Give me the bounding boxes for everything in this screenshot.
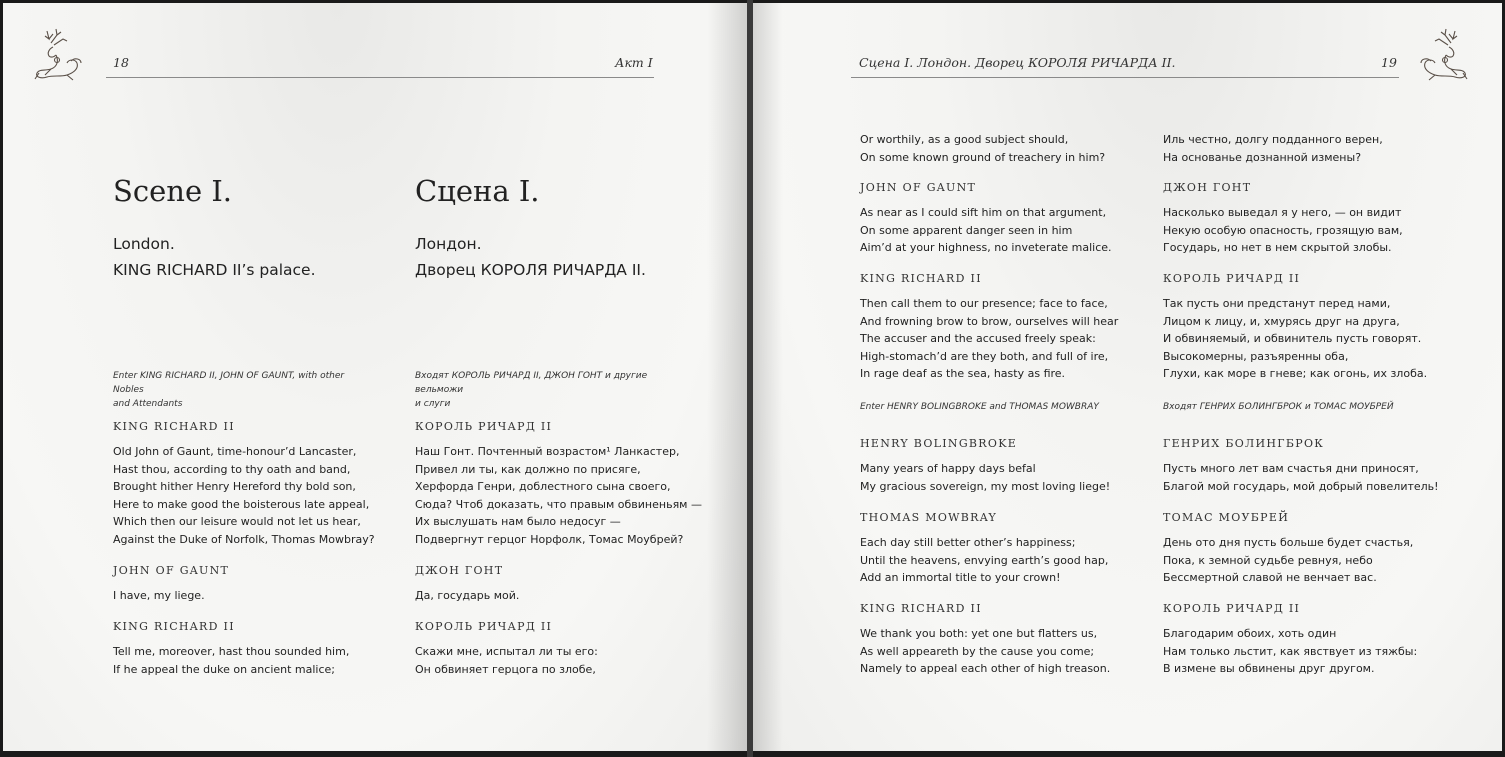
running-head: Акт I xyxy=(615,55,653,70)
verse-line: Так пусть они предстанут перед нами, xyxy=(1163,297,1391,310)
verse-line: В измене вы обвинены друг другом. xyxy=(1163,662,1375,676)
verse-line: На основанье дознанной измены? xyxy=(1163,150,1362,164)
verse-line: On some apparent danger seen in him xyxy=(860,223,1073,237)
speaker-name: ДЖОН ГОНТ xyxy=(1163,181,1252,194)
verse-line: Государь, но нет в нем скрытой злобы. xyxy=(1163,241,1392,255)
speech-continuation-translation xyxy=(1163,131,1383,166)
verse-line: Подвергнут герцог Норфолк, Томас Моубрей? xyxy=(415,532,684,546)
verse-line: Да, государь мой. xyxy=(415,589,520,602)
location-line: London. xyxy=(113,235,175,253)
verse-line: And frowning brow to brow, ourselves will hear xyxy=(860,314,1119,328)
verse-line: Against the Duke of Norfolk, Thomas Mowbray? xyxy=(113,532,375,546)
speech-translation xyxy=(1163,180,1403,257)
location-line: Дворец КОРОЛЯ РИЧАРДА II. xyxy=(415,261,646,279)
page-number: 18 xyxy=(113,55,129,70)
verse-line: Наш Гонт. Почтенный возрастом¹ Ланкастер, xyxy=(415,445,680,458)
verse-line: Глухи, как море в гневе; как огонь, их злоба. xyxy=(1163,367,1428,381)
speaker-name: KING RICHARD II xyxy=(860,602,982,615)
speech-translation xyxy=(1163,436,1439,495)
speech xyxy=(860,180,1112,257)
speech xyxy=(113,563,229,605)
scene-title-translation: Сцена I. xyxy=(415,174,540,208)
speech-translation xyxy=(415,563,519,605)
speaker-name: KING RICHARD II xyxy=(860,272,982,285)
scene-location-translation xyxy=(415,231,646,283)
speaker-name: ДЖОН ГОНТ xyxy=(415,564,504,577)
verse-line: Hast thou, according to thy oath and band, xyxy=(113,462,351,476)
verse-line: Here to make good the boisterous late appeal, xyxy=(113,497,370,511)
verse-line: As near as I could sift him on that argument, xyxy=(860,206,1107,219)
verse-line: Brought hither Henry Hereford thy bold son, xyxy=(113,480,356,494)
speech xyxy=(113,619,349,678)
speaker-name: ГЕНРИХ БОЛИНГБРОК xyxy=(1163,437,1325,450)
verse-line: The accuser and the accused freely speak: xyxy=(860,332,1096,346)
verse-line: High-stomach’d are they both, and full of ire, xyxy=(860,349,1109,363)
verse-line: Пусть много лет вам счастья дни приносят, xyxy=(1163,462,1419,475)
right-page xyxy=(753,3,1502,751)
stage-direction-translation xyxy=(415,369,675,411)
stage-line: and Attendants xyxy=(113,399,183,409)
verse-line: Сюда? Чтоб доказать, что правым обвиненьям — xyxy=(415,497,702,511)
verse-line: On some known ground of treachery in him? xyxy=(860,150,1106,164)
stage-line: Входят КОРОЛЬ РИЧАРД II, ДЖОН ГОНТ и другие вельможи xyxy=(415,371,648,395)
speaker-name: КОРОЛЬ РИЧАРД II xyxy=(1163,602,1301,615)
speech xyxy=(860,436,1110,495)
location-line: KING RICHARD II’s palace. xyxy=(113,261,316,279)
verse-line: Namely to appeal each other of high treason. xyxy=(860,662,1111,676)
verse-line: Их выслушать нам было недосуг — xyxy=(415,515,621,529)
verse-line: День ото дня пусть больше будет счастья, xyxy=(1163,536,1414,549)
verse-line: И обвиняемый, и обвинитель пусть говорят. xyxy=(1163,332,1422,346)
verse-line: Пока, к земной судьбе ревнуя, небо xyxy=(1163,553,1373,567)
verse-line: Благой мой государь, мой добрый повелитель! xyxy=(1163,479,1439,493)
verse-line: Иль честно, долгу подданного верен, xyxy=(1163,133,1383,146)
speech-translation xyxy=(1163,271,1427,383)
verse-line: Херфорда Генри, доблестного сына своего, xyxy=(415,480,671,494)
scene-title: Scene I. xyxy=(113,174,233,208)
speech xyxy=(860,271,1118,383)
verse-line: Old John of Gaunt, time-honour’d Lancaster, xyxy=(113,445,357,458)
verse-line: Скажи мне, испытал ли ты его: xyxy=(415,645,598,658)
left-page xyxy=(3,3,747,751)
verse-line: Лицом к лицу, и, хмурясь друг на друга, xyxy=(1163,314,1400,328)
verse-line: Aim’d at your highness, no inveterate malice. xyxy=(860,241,1112,255)
speech-continuation xyxy=(860,131,1105,166)
verse-line: Нам только льстит, как явствует из тяжбы: xyxy=(1163,644,1418,658)
speaker-name: JOHN OF GAUNT xyxy=(860,181,977,194)
verse-line: We thank you both: yet one but flatters us, xyxy=(860,627,1098,640)
verse-line: My gracious sovereign, my most loving liege! xyxy=(860,479,1111,493)
verse-line: Насколько выведал я у него, — он видит xyxy=(1163,206,1402,219)
speech-translation xyxy=(1163,510,1413,587)
verse-line: Then call them to our presence; face to face, xyxy=(860,297,1108,310)
speaker-name: KING RICHARD II xyxy=(113,620,235,633)
speech-translation xyxy=(1163,601,1417,678)
verse-line: Он обвиняет герцога по злобе, xyxy=(415,662,596,676)
header-rule xyxy=(106,77,654,78)
verse-line: I have, my liege. xyxy=(113,589,205,602)
speaker-name: КОРОЛЬ РИЧАРД II xyxy=(415,620,553,633)
scene-location xyxy=(113,231,316,283)
verse-line: Благодарим обоих, хоть один xyxy=(1163,627,1337,640)
running-head: Сцена I. Лондон. Дворец КОРОЛЯ РИЧАРДА II. xyxy=(859,55,1176,70)
verse-line: Некую особую опасность, грозящую вам, xyxy=(1163,223,1403,237)
verse-line: Until the heavens, envying earth’s good hap, xyxy=(860,553,1109,567)
speaker-name: ТОМАС МОУБРЕЙ xyxy=(1163,511,1290,524)
speaker-name: JOHN OF GAUNT xyxy=(113,564,230,577)
page-number: 19 xyxy=(1381,55,1397,70)
verse-line: Высокомерны, разъяренны оба, xyxy=(1163,349,1349,363)
speaker-name: THOMAS MOWBRAY xyxy=(860,511,998,524)
stage-direction: Enter HENRY BOLINGBROKE and THOMAS MOWBRAY xyxy=(860,402,1099,412)
stage-direction xyxy=(113,369,373,411)
speaker-name: КОРОЛЬ РИЧАРД II xyxy=(1163,272,1301,285)
speech-translation xyxy=(415,419,702,549)
verse-line: Tell me, moreover, hast thou sounded him, xyxy=(113,645,350,658)
verse-line: Бессмертной славой не венчает вас. xyxy=(1163,571,1377,585)
verse-line: If he appeal the duke on ancient malice; xyxy=(113,662,336,676)
speech xyxy=(860,510,1108,587)
header-rule xyxy=(851,77,1399,78)
verse-line: Привел ли ты, как должно по присяге, xyxy=(415,462,641,476)
verse-line: Or worthily, as a good subject should, xyxy=(860,133,1069,146)
speaker-name: HENRY BOLINGBROKE xyxy=(860,437,1018,450)
verse-line: Each day still better other’s happiness; xyxy=(860,536,1076,549)
verse-line: In rage deaf as the sea, hasty as fire. xyxy=(860,367,1066,381)
speech xyxy=(860,601,1110,678)
speaker-name: KING RICHARD II xyxy=(113,420,235,433)
stage-direction-translation: Входят ГЕНРИХ БОЛИНГБРОК и ТОМАС МОУБРЕЙ xyxy=(1163,402,1394,412)
speech xyxy=(113,419,375,549)
stage-line: и слуги xyxy=(415,399,451,409)
hart-emblem-icon xyxy=(27,25,91,87)
location-line: Лондон. xyxy=(415,235,482,253)
verse-line: Many years of happy days befal xyxy=(860,462,1036,475)
verse-line: Add an immortal title to your crown! xyxy=(860,571,1061,585)
verse-line: As well appeareth by the cause you come; xyxy=(860,644,1095,658)
speaker-name: КОРОЛЬ РИЧАРД II xyxy=(415,420,553,433)
verse-line: Which then our leisure would not let us hear, xyxy=(113,515,361,529)
stage-line: Enter KING RICHARD II, JOHN OF GAUNT, with other Nobles xyxy=(113,371,345,395)
hart-emblem-icon xyxy=(1411,25,1475,87)
speech-translation xyxy=(415,619,598,678)
